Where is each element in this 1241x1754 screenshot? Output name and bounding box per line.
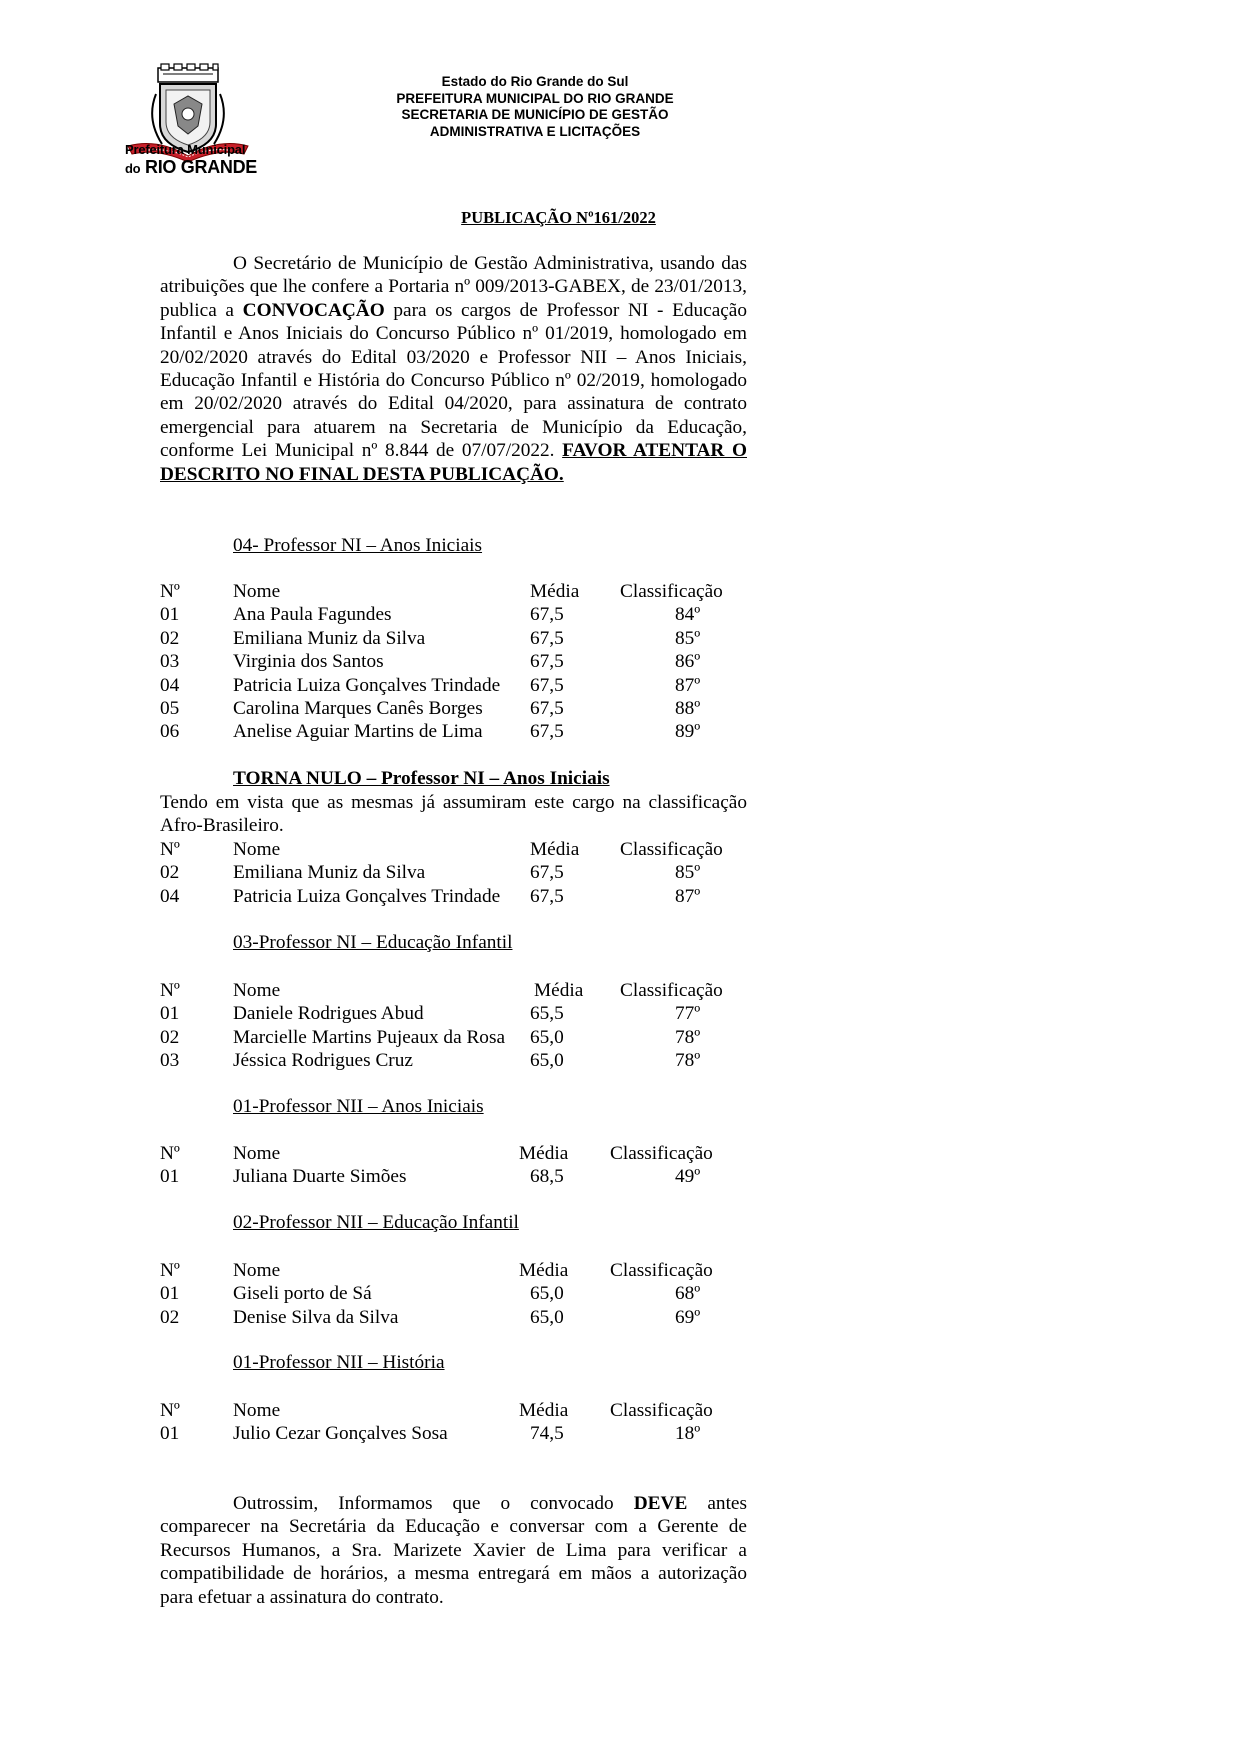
section-title: 04- Professor NI – Anos Iniciais bbox=[233, 535, 483, 556]
logo-caption-line1: Prefeitura Municipal bbox=[125, 142, 246, 157]
section-title: 01-Professor NII – Anos Iniciais bbox=[233, 1096, 484, 1117]
header-line: Estado do Rio Grande do Sul bbox=[441, 74, 629, 89]
section-note: Tendo em vista que as mesmas já assumiram este cargo na classificação Afro-Brasileiro. bbox=[160, 792, 747, 837]
section-title: 03-Professor NI – Educação Infantil bbox=[233, 932, 513, 953]
document-header bbox=[360, 74, 710, 140]
document-title: PUBLICAÇÃO Nº161/2022 bbox=[461, 208, 656, 227]
header-line: PREFEITURA MUNICIPAL DO RIO GRANDE bbox=[396, 90, 674, 106]
section-title: 02-Professor NII – Educação Infantil bbox=[233, 1212, 519, 1233]
closing-paragraph: Outrossim, Informamos que o convocado DEVE antes comparecer na Secretária da Educação e conversar com a Gerente de Recursos Humanos, a Sra. Marizete Xavier de Lima para verificar a compatibilidade de horários, a mesma entregará em mãos a autorização para efetuar a assinatura do contrato. bbox=[160, 1493, 747, 1608]
logo-caption-line2: do RIO GRANDE bbox=[125, 157, 258, 177]
intro-paragraph: O Secretário de Município de Gestão Administrativa, usando das atribuições que lhe confere a Portaria nº 009/2013-GABEX, de 23/01/2013, publica a CONVOCAÇÃO para os cargos de Professor NI - Educação Infantil e Anos Iniciais do Concurso Público nº 01/2019, homologado em 20/02/2020 através do Edital 03/2020 e Professor NII – Anos Iniciais, Educação Infantil e História do Concurso Público nº 02/2019, homologado em 20/02/2020 através do Edital 04/2020, para assinatura de contrato emergencial para atuarem na Secretaria de Município da Educação, conforme Lei Municipal nº 8.844 de 07/07/2022. FAVOR ATENTAR O DESCRITO NO FINAL DESTA PUBLICAÇÃO. bbox=[160, 253, 748, 485]
header-line: ADMINISTRATIVA E LICITAÇÕES bbox=[429, 123, 641, 139]
header-line: SECRETARIA DE MUNICÍPIO DE GESTÃO bbox=[401, 107, 669, 122]
section-title: 01-Professor NII – História bbox=[233, 1352, 445, 1373]
section-title: TORNA NULO – Professor NI – Anos Iniciais bbox=[233, 768, 610, 789]
